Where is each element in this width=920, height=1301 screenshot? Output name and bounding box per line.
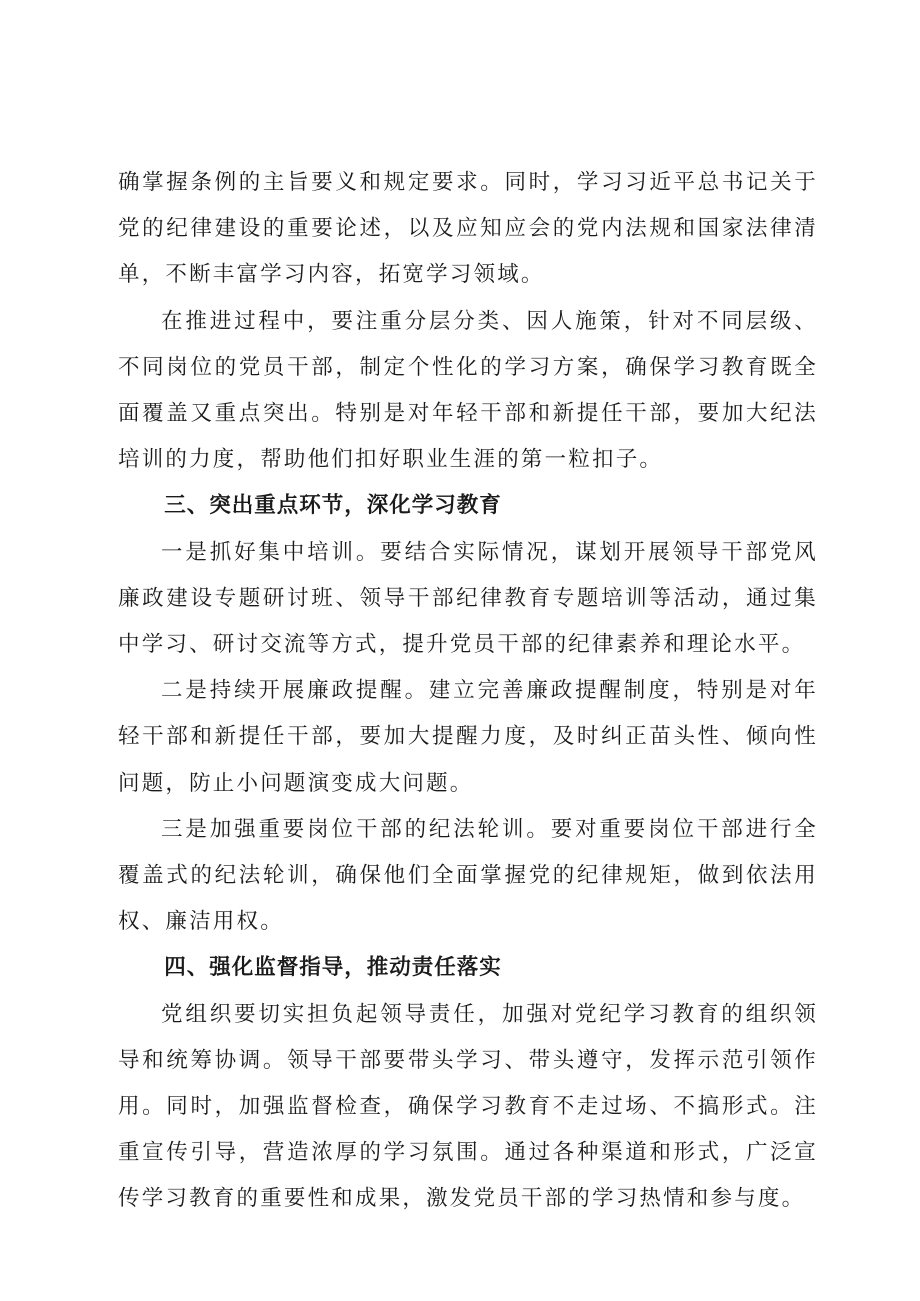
paragraph-centralized-training: 一是抓好集中培训。要结合实际情况，谋划开展领导干部党风廉政建设专题研讨班、领导干部纪律教育专题培训等活动，通过集中学习、研讨交流等方式，提升党员干部的纪律素养和理论水平。: [118, 539, 818, 658]
paragraph-continuation: 确掌握条例的主旨要义和规定要求。同时，学习习近平总书记关于党的纪律建设的重要论述，以及应知应会的党内法规和国家法律清单，不断丰富学习内容，拓宽学习领域。: [118, 170, 818, 288]
section-heading-three: 三、突出重点环节，深化学习教育: [164, 493, 502, 519]
paragraph-supervision: 党组织要切实担负起领导责任，加强对党纪学习教育的组织领导和统筹协调。领导干部要带头学习、带头遵守，发挥示范引领作用。同时，加强监督检查，确保学习教育不走过场、不搞形式。注重宣传引导，营造浓厚的学习氛围。通过各种渠道和形式，广泛宣传学习教育的重要性和成果，激发党员干部的学习热情和参与度。: [118, 1001, 818, 1212]
paragraph-rotation-training: 三是加强重要岗位干部的纪法轮训。要对重要岗位干部进行全覆盖式的纪法轮训，确保他们全面掌握党的纪律规矩，做到依法用权、廉洁用权。: [118, 816, 818, 935]
section-heading-four: 四、强化监督指导，推动责任落实: [164, 955, 502, 981]
paragraph-integrity-reminder: 二是持续开展廉政提醒。建立完善廉政提醒制度，特别是对年轻干部和新提任干部，要加大提醒力度，及时纠正苗头性、倾向性问题，防止小问题演变成大问题。: [118, 678, 818, 796]
paragraph-layered-approach: 在推进过程中，要注重分层分类、因人施策，针对不同层级、不同岗位的党员干部，制定个性化的学习方案，确保学习教育既全面覆盖又重点突出。特别是对年轻干部和新提任干部，要加大纪法培训的力度，帮助他们扣好职业生涯的第一粒扣子。: [118, 308, 818, 473]
document-body: [118, 160, 818, 1223]
